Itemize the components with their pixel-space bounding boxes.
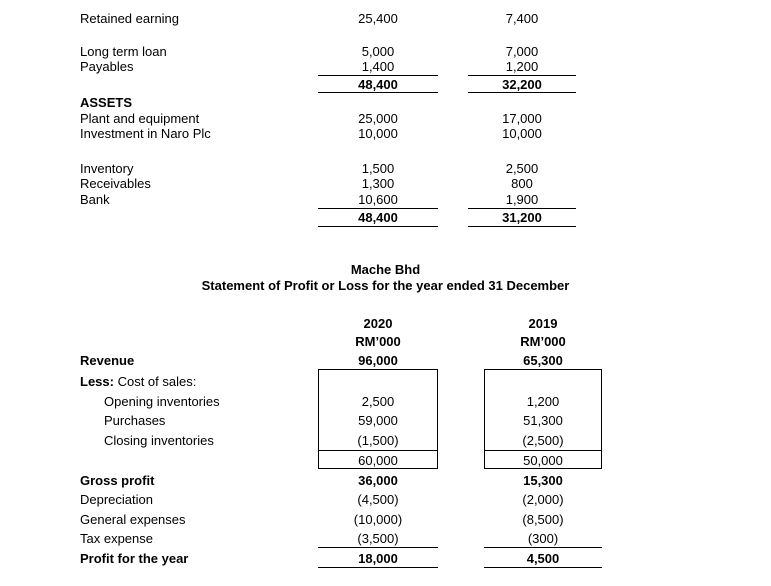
less-keyword: Less:	[80, 374, 114, 389]
statement-title: Statement of Profit or Loss for the year ended 31 December	[201, 278, 570, 293]
year-2020-header: 2020	[363, 316, 393, 331]
divider-line	[468, 226, 576, 227]
cost-of-sales-2020: 60,000	[358, 453, 398, 468]
depreciation-label: Depreciation	[80, 492, 153, 507]
assets-total-2020: 48,400	[358, 210, 398, 225]
divider-line	[318, 75, 438, 76]
divider-line	[318, 226, 438, 227]
purchases-label: Purchases	[104, 413, 166, 428]
liabilities-total-2019: 32,200	[502, 77, 542, 92]
general-expenses-label: General expenses	[80, 512, 186, 527]
long-term-loan-2019: 7,000	[505, 44, 539, 59]
opening-inventories-2020: 2,500	[361, 394, 395, 409]
retained-earning-label: Retained earning	[80, 11, 180, 26]
depreciation-2019: (2,000)	[522, 492, 564, 507]
retained-earning-2020: 25,400	[358, 11, 398, 26]
opening-inventories-2019: 1,200	[526, 394, 560, 409]
bank-label: Bank	[80, 192, 110, 207]
tax-expense-label: Tax expense	[80, 531, 153, 546]
receivables-2019: 800	[511, 176, 533, 191]
cost-of-sales-text: Cost of sales:	[113, 374, 197, 389]
plant-equipment-2019: 17,000	[502, 111, 542, 126]
divider-line	[318, 567, 438, 568]
payables-label: Payables	[80, 59, 134, 74]
investment-label: Investment in Naro Plc	[80, 126, 211, 141]
plant-equipment-2020: 25,000	[358, 111, 398, 126]
inventory-2019: 2,500	[505, 161, 539, 176]
receivables-label: Receivables	[80, 176, 151, 191]
cost-of-sales-label	[80, 374, 196, 389]
year-2019-header: 2019	[528, 316, 558, 331]
revenue-label: Revenue	[80, 353, 135, 368]
retained-earning-2019: 7,400	[505, 11, 539, 26]
gross-profit-2019: 15,300	[523, 473, 563, 488]
long-term-loan-2020: 5,000	[361, 44, 395, 59]
units-2020-header: RM’000	[355, 334, 401, 349]
tax-expense-2020: (3,500)	[357, 531, 399, 546]
assets-heading: ASSETS	[80, 95, 133, 110]
investment-2020: 10,000	[358, 126, 398, 141]
purchases-2020: 59,000	[358, 413, 398, 428]
divider-line	[484, 450, 602, 451]
revenue-2019: 65,300	[523, 353, 563, 368]
assets-total-2019: 31,200	[502, 210, 542, 225]
payables-2020: 1,400	[361, 59, 395, 74]
profit-for-year-2020: 18,000	[358, 551, 398, 566]
units-2019-header: RM’000	[520, 334, 566, 349]
closing-inventories-2019: (2,500)	[522, 433, 564, 448]
divider-line	[468, 75, 576, 76]
investment-2019: 10,000	[502, 126, 542, 141]
depreciation-2020: (4,500)	[357, 492, 399, 507]
opening-inventories-label: Opening inventories	[104, 394, 220, 409]
tax-expense-2019: (300)	[527, 531, 559, 546]
divider-line	[318, 208, 438, 209]
closing-inventories-2020: (1,500)	[357, 433, 399, 448]
divider-line	[484, 547, 602, 548]
divider-line	[468, 92, 576, 93]
receivables-2020: 1,300	[361, 176, 395, 191]
liabilities-total-2020: 48,400	[358, 77, 398, 92]
general-expenses-2019: (8,500)	[522, 512, 564, 527]
purchases-2019: 51,300	[523, 413, 563, 428]
divider-line	[318, 547, 438, 548]
payables-2019: 1,200	[505, 59, 539, 74]
divider-line	[318, 450, 438, 451]
profit-for-year-2019: 4,500	[526, 551, 560, 566]
revenue-2020: 96,000	[358, 353, 398, 368]
long-term-loan-label: Long term loan	[80, 44, 167, 59]
plant-equipment-label: Plant and equipment	[80, 111, 200, 126]
company-name: Mache Bhd	[350, 262, 421, 277]
divider-line	[484, 567, 602, 568]
inventory-2020: 1,500	[361, 161, 395, 176]
general-expenses-2020: (10,000)	[353, 512, 403, 527]
divider-line	[468, 208, 576, 209]
divider-line	[318, 92, 438, 93]
bank-2019: 1,900	[505, 192, 539, 207]
bank-2020: 10,600	[358, 192, 398, 207]
cost-of-sales-2019: 50,000	[523, 453, 563, 468]
profit-for-year-label: Profit for the year	[80, 551, 189, 566]
gross-profit-label: Gross profit	[80, 473, 155, 488]
closing-inventories-label: Closing inventories	[104, 433, 214, 448]
inventory-label: Inventory	[80, 161, 134, 176]
gross-profit-2020: 36,000	[358, 473, 398, 488]
